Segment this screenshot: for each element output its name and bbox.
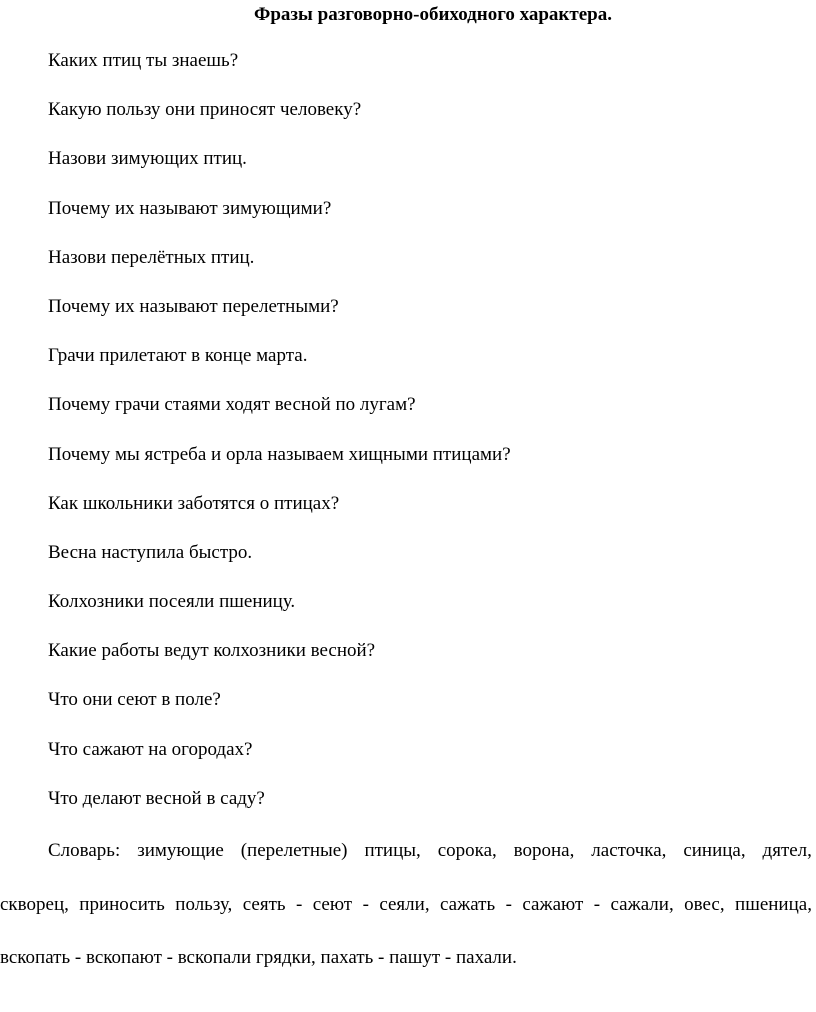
phrase-item: Назови зимующих птиц. xyxy=(48,148,247,170)
vocabulary-word: - xyxy=(296,893,303,915)
vocabulary-line-2 xyxy=(0,893,812,917)
vocabulary-word: сажать xyxy=(440,893,496,915)
phrase-item: Какую пользу они приносят человеку? xyxy=(48,99,362,121)
phrase-item: Назови перелётных птиц. xyxy=(48,246,255,268)
phrase-item: Что делают весной в саду? xyxy=(48,787,265,809)
phrase-item: Что они сеют в поле? xyxy=(48,689,221,711)
vocabulary-word: сеют xyxy=(312,893,353,915)
vocabulary-word: приносить xyxy=(79,893,165,915)
vocabulary-word: сорока, xyxy=(437,840,497,861)
phrase-item: Каких птиц ты знаешь? xyxy=(48,50,239,71)
vocabulary-word: - xyxy=(362,893,369,915)
phrase-item: Грачи прилетают в конце марта. xyxy=(48,345,308,367)
phrase-item: Почему грачи стаями ходят весной по лугам? xyxy=(48,394,416,416)
vocabulary-word: ворона, xyxy=(513,840,575,861)
vocabulary-word: (перелетные) xyxy=(240,840,348,861)
vocabulary-word: зимующие xyxy=(137,840,224,861)
vocabulary-word: Словарь: xyxy=(48,840,121,861)
vocabulary-word: - xyxy=(593,893,601,915)
vocabulary-word: скворец, xyxy=(0,893,69,915)
phrase-list xyxy=(48,49,511,836)
vocabulary-word: сеять xyxy=(242,893,286,915)
vocabulary-word: сажали, xyxy=(610,893,674,915)
vocabulary-paragraph xyxy=(0,839,816,1000)
phrase-item: Почему их называют зимующими? xyxy=(48,197,332,219)
vocabulary-word: пользу, xyxy=(175,893,233,915)
vocabulary-word: синица, xyxy=(683,840,746,861)
vocabulary-word: сажают xyxy=(522,893,584,915)
phrase-item: Какие работы ведут колхозники весной? xyxy=(48,640,376,662)
phrase-item: Как школьники заботятся о птицах? xyxy=(48,492,340,514)
phrase-item: Что сажают на огородах? xyxy=(48,738,253,760)
vocabulary-word: сеяли, xyxy=(379,893,430,915)
vocabulary-word: пшеница, xyxy=(735,893,812,915)
phrase-item: Весна наступила быстро. xyxy=(48,541,253,563)
vocabulary-line-1 xyxy=(0,839,812,863)
vocabulary-word: ласточка, xyxy=(591,840,667,861)
vocabulary-word: дятел, xyxy=(762,840,812,861)
vocabulary-word: - xyxy=(505,893,512,915)
document-title: Фразы разговорно-обиходного характера. xyxy=(254,4,612,25)
phrase-item: Почему мы ястреба и орла называем хищными птицами? xyxy=(48,443,511,465)
vocabulary-line-3: вскопать - вскопают - вскопали грядки, пахать - пашут - пахали. xyxy=(0,947,517,968)
phrase-item: Почему их называют перелетными? xyxy=(48,295,339,317)
vocabulary-word: птицы, xyxy=(364,840,421,861)
phrase-item: Колхозники посеяли пшеницу. xyxy=(48,591,296,613)
vocabulary-word: овес, xyxy=(684,893,725,915)
